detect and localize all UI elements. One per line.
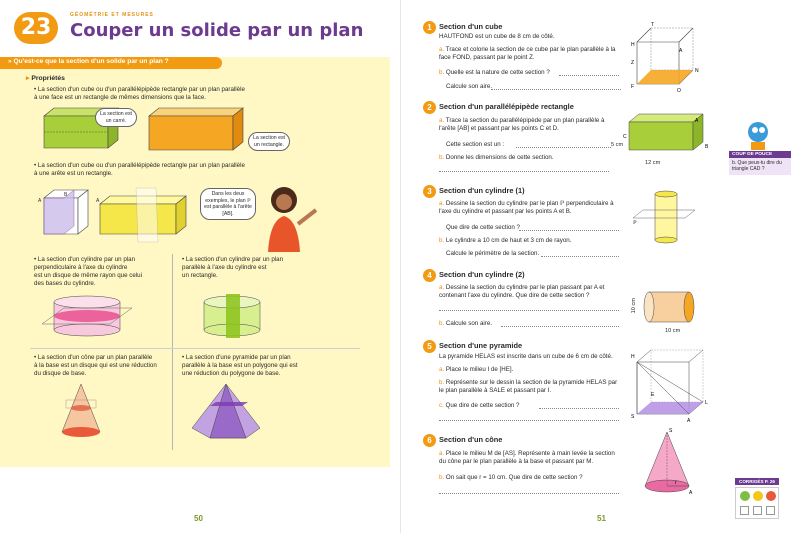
pyramid-text [182, 354, 322, 378]
s3-calc: Calcule le périmètre de la section. [446, 250, 540, 257]
exercise-number-1: 1 [423, 21, 436, 34]
cyl-perp-line2: perpendiculaire à l'axe du cylindre [34, 264, 128, 271]
letter-b2: b. [439, 154, 446, 161]
svg-text:N: N [695, 68, 699, 74]
cyl-para-line1: • La section d'un cylindre par un plan [182, 256, 284, 263]
s6-b-text: On sait que r = 10 cm. Que dire de cette section ? [445, 474, 583, 481]
svg-text:E: E [651, 392, 655, 398]
s2-dim-height: 5 cm [611, 142, 624, 148]
s2-result: Cette section est un : [446, 141, 505, 148]
bubble-rectangle: La section est un rectangle. [248, 132, 290, 151]
s2-question-b [439, 154, 609, 162]
pyramid-figure [186, 380, 266, 442]
cube-edge-figure [36, 182, 96, 244]
smiley-happy-icon[interactable] [740, 491, 750, 501]
svg-text:Z: Z [631, 60, 635, 66]
svg-text:L: L [705, 400, 708, 406]
s1-calc: Calcule son aire. [446, 83, 493, 90]
page-number-right: 51 [597, 514, 606, 523]
s4-title: Section d'un cylindre (2) [439, 270, 525, 279]
teacher-illustration [258, 180, 320, 252]
svg-text:ℙ: ℙ [633, 220, 637, 226]
cylinder-p-figure [629, 188, 699, 248]
svg-text:A: A [679, 48, 683, 54]
s3-question: Que dire de cette section ? [446, 224, 520, 231]
pyr-line2: parallèle à la base est un polygone qui est [182, 362, 298, 369]
category-label: GÉOMÉTRIE ET MESURES [70, 12, 154, 18]
s5-answer-line[interactable] [539, 403, 619, 409]
s6-a-text: Place le milieu M de [AS]. Représente à main levée la section du cône par le plan parallèle à la base et passant par M. [439, 450, 615, 465]
s1-a-text: Trace et colorie la section de ce cube par le plan parallèle à la face FOND, passant par le point Z. [439, 46, 616, 61]
cylinder-para-text [182, 256, 322, 280]
s5-answer-line-2[interactable] [439, 415, 619, 421]
s6-question-b [439, 474, 619, 482]
s1-question-a [439, 46, 619, 62]
exercise-number-5: 5 [423, 340, 436, 353]
s2-question-a [439, 117, 609, 133]
cone-sm-figure [639, 428, 695, 498]
s3-answer-line-2[interactable] [541, 251, 619, 257]
letter-b4: b. [439, 320, 446, 327]
prism-abcd-figure [623, 108, 713, 158]
exercise-number-4: 4 [423, 269, 436, 282]
p1-line1: • La section d'un cube ou d'un parallélépipède rectangle par un plan parallèle [34, 86, 245, 93]
chevron-icon: » [8, 58, 14, 65]
bubble-examples: Dans les deux exemples, le plan ℙ est parallèle à l'arête [AB]. [200, 188, 256, 220]
cube-hautfond-figure [627, 22, 707, 94]
prism-section-figure [145, 104, 255, 154]
cyl-para-line3: un rectangle. [182, 272, 218, 279]
letter-a3: a. [439, 200, 446, 207]
cyl-perp-line1: • La section d'un cylindre par un plan [34, 256, 136, 263]
s5-a-text: Place le milieu I de [HE]. [445, 366, 514, 373]
coup-de-pouce-text: b. Que peux-tu dire du triangle CAD ? [729, 158, 791, 175]
s3-title: Section d'un cylindre (1) [439, 186, 525, 195]
letter-c5: c. [439, 402, 446, 409]
property-2 [34, 162, 364, 178]
prism-edge-figure [96, 184, 196, 246]
svg-text:B: B [64, 192, 68, 198]
letter-a2: a. [439, 117, 446, 124]
svg-text:H: H [631, 42, 635, 48]
s2-dim-length: 12 cm [645, 160, 661, 166]
svg-text:O: O [677, 88, 681, 94]
s2-b-text: Donne les dimensions de cette section. [445, 154, 554, 161]
pyr-line3: une réduction du polygone de base. [182, 370, 281, 377]
s1-title: Section d'un cube [439, 22, 503, 31]
s4-dim-height: 10 cm [630, 298, 637, 314]
checkbox-3[interactable] [766, 506, 775, 515]
s1-intro: HAUTFOND est un cube de 8 cm de côté. [439, 33, 555, 40]
svg-text:B: B [705, 144, 709, 150]
s5-question-b [439, 379, 619, 395]
s4-answer-line-2[interactable] [501, 321, 619, 327]
s4-b-text: Calcule son aire. [445, 320, 492, 327]
properties-label [26, 74, 65, 82]
s1-answer-line-2[interactable] [491, 84, 621, 90]
s5-c-text: Que dire de cette section ? [445, 402, 520, 409]
svg-text:A: A [96, 198, 100, 204]
letter-a5: a. [439, 366, 446, 373]
letter-b3: b. [439, 237, 446, 244]
letter-b6: b. [439, 474, 446, 481]
p2-line1: • La section d'un cube ou d'un parallélépipède rectangle par un plan parallèle [34, 162, 245, 169]
s4-dim-width: 10 cm [665, 328, 681, 334]
p2-line2: à une arête est un rectangle. [34, 170, 113, 177]
s5-question-a [439, 366, 619, 374]
svg-text:F: F [631, 84, 635, 90]
cone-figure [56, 380, 106, 444]
s4-question-a [439, 284, 619, 300]
letter-a6: a. [439, 450, 446, 457]
page-title: Couper un solide par un plan [70, 20, 364, 41]
p1-line2: à une face est un rectangle de mêmes dimensions que la face. [34, 94, 206, 101]
cylinder-perp-figure [40, 292, 140, 342]
s5-intro: La pyramide HELAS est inscrite dans un cube de 6 cm de côté. [439, 353, 613, 360]
property-1 [34, 86, 364, 102]
svg-text:A: A [38, 198, 42, 204]
checkbox-2[interactable] [753, 506, 762, 515]
s2-title: Section d'un parallélépipède rectangle [439, 102, 574, 111]
smiley-sad-icon[interactable] [766, 491, 776, 501]
s4-answer-line[interactable] [439, 305, 619, 311]
letter-b5: b. [439, 379, 446, 386]
page-number-left: 50 [194, 514, 203, 523]
properties-text: Propriétés [31, 75, 65, 82]
svg-text:A: A [687, 418, 691, 424]
letter-a: a. [439, 46, 446, 53]
s3-answer-line[interactable] [519, 225, 619, 231]
cone-line1: • La section d'un cône par un plan parallèle [34, 354, 153, 361]
exercise-number-2: 2 [423, 101, 436, 114]
exercise-number-3: 3 [423, 185, 436, 198]
s5-title: Section d'une pyramide [439, 341, 523, 350]
letter-b: b. [439, 69, 446, 76]
svg-text:H: H [631, 354, 635, 360]
triangle-icon: ▸ [26, 75, 32, 82]
cone-text [34, 354, 174, 378]
s6-question-a [439, 450, 619, 466]
chapter-badge: 23 [14, 12, 58, 44]
self-assessment-box [735, 487, 779, 519]
bubble-square: La section est un carré. [95, 108, 137, 127]
svg-text:T: T [651, 22, 655, 28]
s3-question-a [439, 200, 619, 216]
cylinder-horizontal-figure [639, 284, 705, 330]
s3-question-b [439, 237, 619, 245]
s5-b-text: Représente sur le dessin la section de la pyramide HELAS par le plan parallèle à SALE et passant par I. [439, 379, 618, 394]
s6-title: Section d'un cône [439, 435, 503, 444]
right-page [400, 0, 800, 533]
s1-b-text: Quelle est la nature de cette section ? [445, 69, 550, 76]
svg-text:A: A [695, 118, 699, 124]
pyr-line1: • La section d'une pyramide par un plan [182, 354, 291, 361]
exercise-number-6: 6 [423, 434, 436, 447]
s4-a-text: Dessine la section du cylindre par le plan passant par A et contenant l'axe du cylindre. Que dire de cette section ? [439, 284, 605, 299]
checkbox-1[interactable] [740, 506, 749, 515]
svg-text:A: A [689, 490, 693, 496]
s2-answer-line-2[interactable] [439, 166, 609, 172]
question-label: Qu'est-ce que la section d'un solide par un plan ? [13, 58, 169, 65]
cyl-perp-line3: est un disque de même rayon que celui [34, 272, 143, 279]
letter-a4: a. [439, 284, 446, 291]
s2-answer-line[interactable] [516, 142, 611, 148]
mascot-illustration [743, 118, 773, 152]
s2-a-text: Trace la section du parallélépipède par un plan parallèle à l'arête [AB] et passant par les points C et D. [439, 117, 605, 132]
svg-text:S: S [669, 428, 673, 434]
smiley-neutral-icon[interactable] [753, 491, 763, 501]
question-text [8, 58, 169, 65]
cyl-perp-line4: des bases du cylindre. [34, 280, 96, 287]
coup-de-pouce-title: COUP DE POUCE [729, 151, 791, 158]
cylinder-perp-text [34, 256, 174, 288]
row-divider [30, 348, 360, 349]
cylinder-para-figure [196, 290, 276, 344]
cyl-para-line2: parallèle à l'axe du cylindre est [182, 264, 267, 271]
s1-answer-line-1[interactable] [559, 70, 619, 76]
s3-b-text: Le cylindre a 10 cm de haut et 3 cm de rayon. [445, 237, 572, 244]
corriges-tag[interactable]: CORRIGÉS P. 26 [735, 478, 779, 485]
svg-text:C: C [623, 134, 627, 140]
s3-a-text: Dessine la section du cylindre par le plan ℙ perpendiculaire à l'axe du cylindre et passant par les points A et B. [439, 200, 614, 215]
pyramid-cube-figure [629, 344, 711, 424]
cone-line3: du disque de base. [34, 370, 87, 377]
svg-text:S: S [631, 414, 635, 420]
cone-line2: à la base est un disque qui est une réduction [34, 362, 157, 369]
svg-text:r: r [675, 480, 677, 486]
s6-answer-line[interactable] [439, 488, 619, 494]
